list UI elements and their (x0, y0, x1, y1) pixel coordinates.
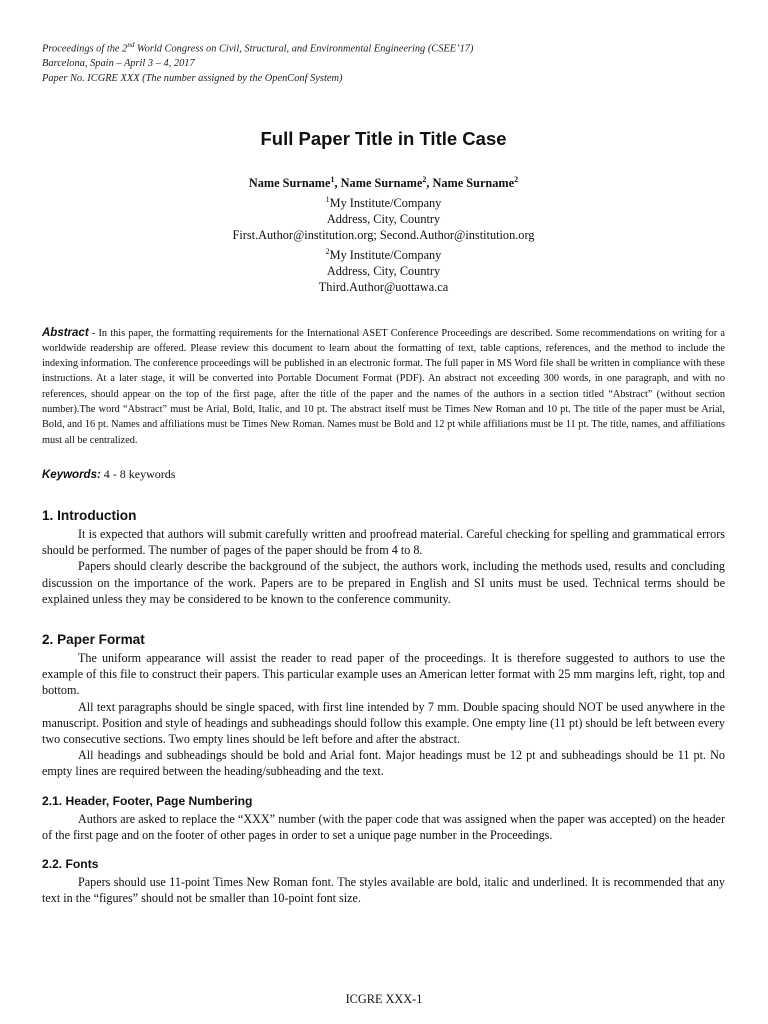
author-name: Name Surname (432, 176, 515, 191)
paragraph: It is expected that authors will submit carefully written and proofread material. Careful checking for spelling and grammatical errors should be performed. The number of pages of the paper should be from 4 to 8. (42, 526, 725, 558)
affiliation-1-emails: First.Author@institution.org; Second.Author@institution.org (232, 228, 535, 243)
affiliation-1-address: Address, City, Country (326, 211, 441, 226)
paragraph: The uniform appearance will assist the reader to read paper of the proceedings. It is therefore suggested to authors to use the example of this file to construct their papers. This particular example uses an American letter format with 25 mm margins left, right, top and bottom. (42, 650, 725, 698)
ordinal-superscript: nd (127, 41, 135, 49)
author-name: Name Surname (340, 176, 423, 191)
abstract (42, 326, 725, 448)
proceedings-line-2: Barcelona, Spain – April 3 – 4, 2017 (42, 58, 195, 70)
proceedings-header (42, 38, 725, 86)
affiliation-block (42, 192, 725, 296)
paper-title: Full Paper Title in Title Case (260, 128, 507, 150)
author-affiliation-mark: 1 (330, 175, 335, 185)
affiliation-2-email: Third.Author@uottawa.ca (318, 280, 449, 295)
author-name: Name Surname (248, 176, 331, 191)
paragraph: Papers should clearly describe the background of the subject, the authors work, including the methods used, results and concluding discussion on the importance of the work. Papers are to be prepared in English and SI units must be used. Technical terms should be explained unless they may be considered to be known to the conference community. (42, 559, 725, 606)
page-footer: ICGRE XXX-1 (345, 992, 423, 1006)
section-heading-paper-format: 2. Paper Format (42, 631, 145, 647)
abstract-label: Abstract (42, 326, 89, 339)
keywords-label: Keywords: (42, 468, 101, 481)
keywords-text: 4 - 8 keywords (100, 466, 176, 481)
affiliation-1-name: $^1$My Institute/Company (325, 194, 442, 210)
subsection-heading-fonts: 2.2. Fonts (42, 856, 99, 871)
subsection-heading-header-footer: 2.1. Header, Footer, Page Numbering (42, 793, 253, 808)
paragraph: Papers should use 11-point Times New Roman font. The styles available are bold, italic and underlined. It is recommended that any text in the “figures” should not be smaller than 10-point font size. (42, 874, 725, 906)
keywords (42, 466, 725, 483)
affiliation-2-name: $^2$My Institute/Company (325, 246, 442, 262)
paper-page (42, 38, 725, 906)
affiliation-2-address: Address, City, Country (326, 263, 441, 278)
author-list: Name Surname$^1$, Name Surname$^2$, Name Surname$^2$ (248, 175, 519, 191)
author-affiliation-mark: 2 (514, 175, 519, 185)
paragraph: All headings and subheadings should be bold and Arial font. Major headings must be 12 pt and subheadings should be 11 pt. No empty lines are required between the heading/subheading and the text. (42, 748, 725, 779)
abstract-text: - In this paper, the formatting requirements for the International ASET Conference Proceedings are described. Some recommendations on writing for a worldwide readership are offered. Please review this document to learn about the formatting of text, table captions, references, and the method to include the indexing information. The conference proceedings will be published in an electronic format. The full paper in MS Word file shall be written in compliance with these instructions. At a later stage, it will be converted into Portable Document Format (PDF). An abstract not exceeding 300 words, in one paragraph, and with no references, should appear on the top of the first page, after the title of the paper and the names of the authors in a section titled “Abstract” (without section number).The word “Abstract” must be Arial, Bold, Italic, and 10 pt. The abstract itself must be Times New Roman and 10 pt. The title of the paper must be Arial, Bold, and 16 pt. Names and affiliations must be Times New Roman. Names must be Bold and 12 pt while affiliations must be 11 pt. The title, names, and affiliations must all be centralized. (42, 327, 725, 446)
paragraph: All text paragraphs should be single spaced, with first line intended by 7 mm. Double spacing should NOT be used anywhere in the manuscript. Position and style of headings and subheadings should follow this example. One empty line (11 pt) should be left between every two consecutive sections. Two empty lines should be left before and after the abstract. (42, 699, 725, 746)
proceedings-line-3: Paper No. ICGRE XXX (The number assigned by the OpenConf System) (42, 73, 343, 85)
section-heading-introduction: 1. Introduction (42, 507, 137, 523)
author-affiliation-mark: 2 (422, 175, 427, 185)
proceedings-line-1: Proceedings of the 2nd World Congress on Civil, Structural, and Environmental Engineering (CSEE’17) (42, 41, 474, 55)
paragraph: Authors are asked to replace the “XXX” number (with the paper code that was assigned when the paper was accepted) on the header of the first page and on the footer of other pages in order to set a unique page number in the Proceedings. (42, 811, 725, 842)
